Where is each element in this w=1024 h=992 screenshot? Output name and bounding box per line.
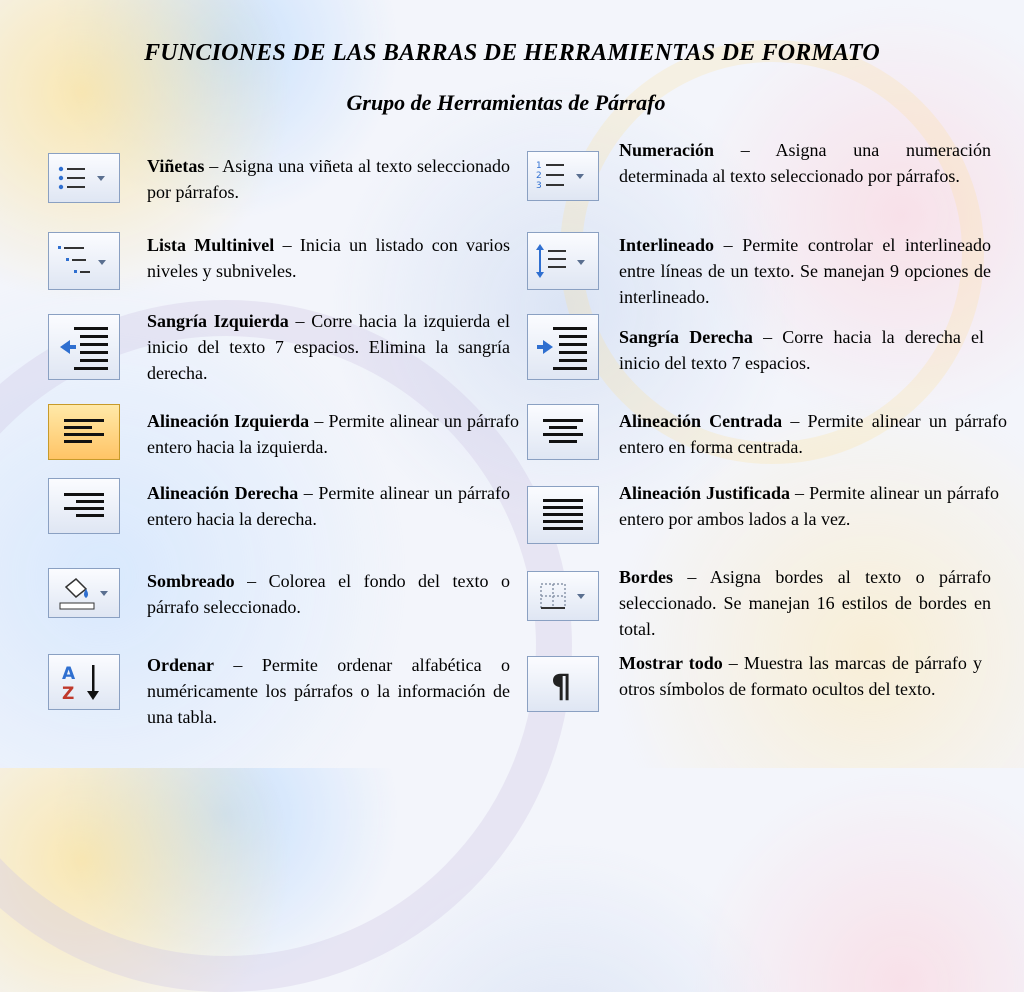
sangria-izquierda-description: Sangría Izquierda – Corre hacia la izquierda el inicio del texto 7 espacios. Elimina la sangría derecha. [147,311,510,383]
alineacion-centrada-description: Alineación Centrada – Permite alinear un párrafo entero en forma centrada. [619,411,1007,457]
align-left-icon[interactable] [48,404,120,460]
sort-z-glyph: Z [62,684,75,704]
tool-name: Mostrar todo [619,653,723,673]
slide-title: FUNCIONES DE LAS BARRAS DE HERRAMIENTAS DE FORMATO [144,40,880,66]
number-glyph: 2 [536,171,542,181]
slide-subtitle: Grupo de Herramientas de Párrafo [346,90,666,115]
tool-name: Bordes [619,567,673,587]
tool-name: Sombreado [147,571,235,591]
tool-name: Sangría Izquierda [147,311,289,331]
numeracion-description: Numeración – Asigna una numeración determinada al texto seleccionado por párrafos. [619,140,991,186]
justify-icon[interactable] [527,486,599,544]
pilcrow-glyph: ¶ [551,667,572,705]
sangria-derecha-description: Sangría Derecha – Corre hacia la derecha el inicio del texto 7 espacios. [619,327,985,373]
tool-name: Lista Multinivel [147,235,275,255]
vinetas-description: Viñetas – Asigna una viñeta al texto seleccionado por párrafos. [147,156,510,202]
sort-icon[interactable] [48,654,120,710]
align-right-icon[interactable] [48,478,120,534]
lista-multinivel-description: Lista Multinivel – Inicia un listado con varios niveles y subniveles. [147,235,511,281]
tool-name: Viñetas [147,156,205,176]
tool-name: Alineación Centrada [619,411,783,431]
numbering-icon[interactable] [527,151,599,201]
tool-name: Sangría Derecha [619,327,753,347]
line-spacing-icon[interactable] [527,232,599,290]
multilevel-list-icon[interactable] [48,232,120,290]
tool-name: Numeración [619,140,714,160]
tool-name: Alineación Justificada [619,483,791,503]
bullets-icon[interactable] [48,153,120,203]
increase-indent-icon[interactable] [527,314,599,380]
bordes-description: Bordes – Asigna bordes al texto o párrafo seleccionado. Se manejan 16 estilos de bordes en total. [619,567,991,639]
show-formatting-icon[interactable] [527,656,599,712]
alineacion-derecha-description: Alineación Derecha – Permite alinear un párrafo entero hacia la derecha. [147,483,510,529]
decrease-indent-icon[interactable] [48,314,120,380]
tool-name: Interlineado [619,235,715,255]
tool-name: Ordenar [147,655,214,675]
number-glyph: 3 [536,181,542,191]
tool-name: Alineación Derecha [147,483,299,503]
interlineado-description: Interlineado – Permite controlar el interlineado entre líneas de un texto. Se manejan 9 opciones de interlineado. [619,235,991,307]
mostrar-todo-description: Mostrar todo – Muestra las marcas de párrafo y otros símbolos de formato ocultos del texto. [619,653,982,699]
sort-a-glyph: A [62,664,76,684]
alineacion-justificada-description: Alineación Justificada – Permite alinear un párrafo entero por ambos lados a la vez. [619,483,1000,529]
alineacion-izquierda-description: Alineación Izquierda – Permite alinear un párrafo entero hacia la izquierda. [147,411,519,457]
tool-name: Alineación Izquierda [147,411,310,431]
ordenar-description: Ordenar – Permite ordenar alfabética o numéricamente los párrafos o la información de una tabla. [147,655,510,727]
align-center-icon[interactable] [527,404,599,460]
shading-icon[interactable] [48,568,120,618]
borders-icon[interactable] [527,571,599,621]
sombreado-description: Sombreado – Colorea el fondo del texto o párrafo seleccionado. [147,571,511,617]
number-glyph: 1 [536,161,542,171]
